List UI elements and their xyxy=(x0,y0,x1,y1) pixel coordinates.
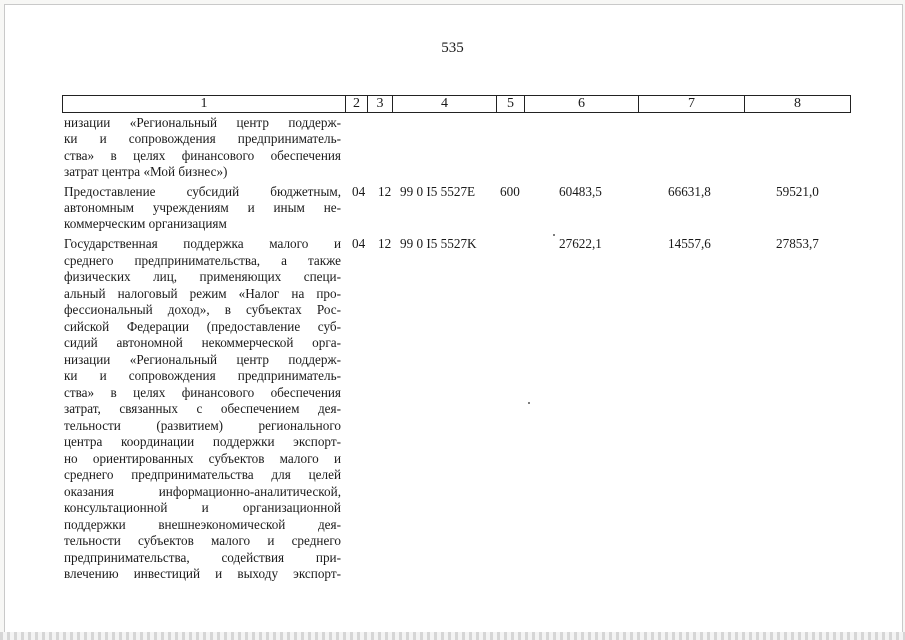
description-line: автономным учреждениям и иным не- xyxy=(64,200,341,215)
description-line: затрат центра «Мой бизнес») xyxy=(64,164,228,179)
subsection-code: 12 xyxy=(378,236,392,251)
description-line: коммерческим организациям xyxy=(64,216,227,231)
header-cell: 8 xyxy=(744,95,851,113)
description-line: ки и сопровождения предприниматель- xyxy=(64,131,341,146)
header-cell: 1 xyxy=(62,95,346,113)
description-line: ства» в целях финансового обеспечения xyxy=(64,385,341,400)
description-line: Предоставление субсидий бюджетным, xyxy=(64,184,341,199)
description-line: среднего предпринимательства, а также xyxy=(64,253,341,268)
target-article-code: 99 0 I5 5527K xyxy=(400,236,477,251)
description-line: физических лиц, применяющих специ- xyxy=(64,269,341,284)
amount-col-7: 14557,6 xyxy=(668,236,711,251)
scan-speck xyxy=(553,234,555,236)
header-cell: 3 xyxy=(367,95,393,113)
description-line: ства» в целях финансового обеспечения xyxy=(64,148,341,163)
header-cell: 5 xyxy=(496,95,525,113)
description-line: предпринимательства, содействия при- xyxy=(64,550,341,565)
description-line: сийской Федерации (предоставление суб- xyxy=(64,319,341,334)
description-line: центра координации поддержки экспорт- xyxy=(64,434,341,449)
description-line: влечению инвестиций и выходу экспорт- xyxy=(64,566,341,581)
section-code: 04 xyxy=(352,184,366,199)
description-line: оказания информационно-аналитической, xyxy=(64,484,341,499)
description-line: низации «Региональный центр поддерж- xyxy=(64,352,341,367)
description-line: альный налоговый режим «Налог на про- xyxy=(64,286,341,301)
description-line: сидий автономной некоммерческой орга- xyxy=(64,335,341,350)
description-line: Государственная поддержка малого и xyxy=(64,236,341,251)
header-cell: 2 xyxy=(345,95,368,113)
header-cell: 7 xyxy=(638,95,745,113)
description-line: затрат, связанных с обеспечением дея- xyxy=(64,401,341,416)
description-line: среднего предпринимательства для целей xyxy=(64,467,341,482)
amount-col-6: 27622,1 xyxy=(559,236,602,251)
expense-type-code: 600 xyxy=(500,184,520,199)
target-article-code: 99 0 I5 5527E xyxy=(400,184,476,199)
header-cell: 4 xyxy=(392,95,497,113)
header-cell: 6 xyxy=(524,95,639,113)
description-line: но ориентированных субъектов малого и xyxy=(64,451,341,466)
scan-speck xyxy=(528,402,530,404)
description-line: низации «Региональный центр поддерж- xyxy=(64,115,341,130)
subsection-code: 12 xyxy=(378,184,392,199)
description-line: ки и сопровождения предприниматель- xyxy=(64,368,341,383)
amount-col-8: 27853,7 xyxy=(776,236,819,251)
description-line: консультационной и организационной xyxy=(64,500,341,515)
amount-col-8: 59521,0 xyxy=(776,184,819,199)
page-number: 535 xyxy=(441,40,464,56)
description-line: фессиональный доход», в субъектах Рос- xyxy=(64,302,341,317)
scan-edge xyxy=(0,632,905,640)
description-line: тельности (развитием) регионального xyxy=(64,418,341,433)
description-line: поддержки внешнеэкономической дея- xyxy=(64,517,341,532)
section-code: 04 xyxy=(352,236,366,251)
description-line: тельности субъектов малого и среднего xyxy=(64,533,341,548)
amount-col-6: 60483,5 xyxy=(559,184,602,199)
amount-col-7: 66631,8 xyxy=(668,184,711,199)
